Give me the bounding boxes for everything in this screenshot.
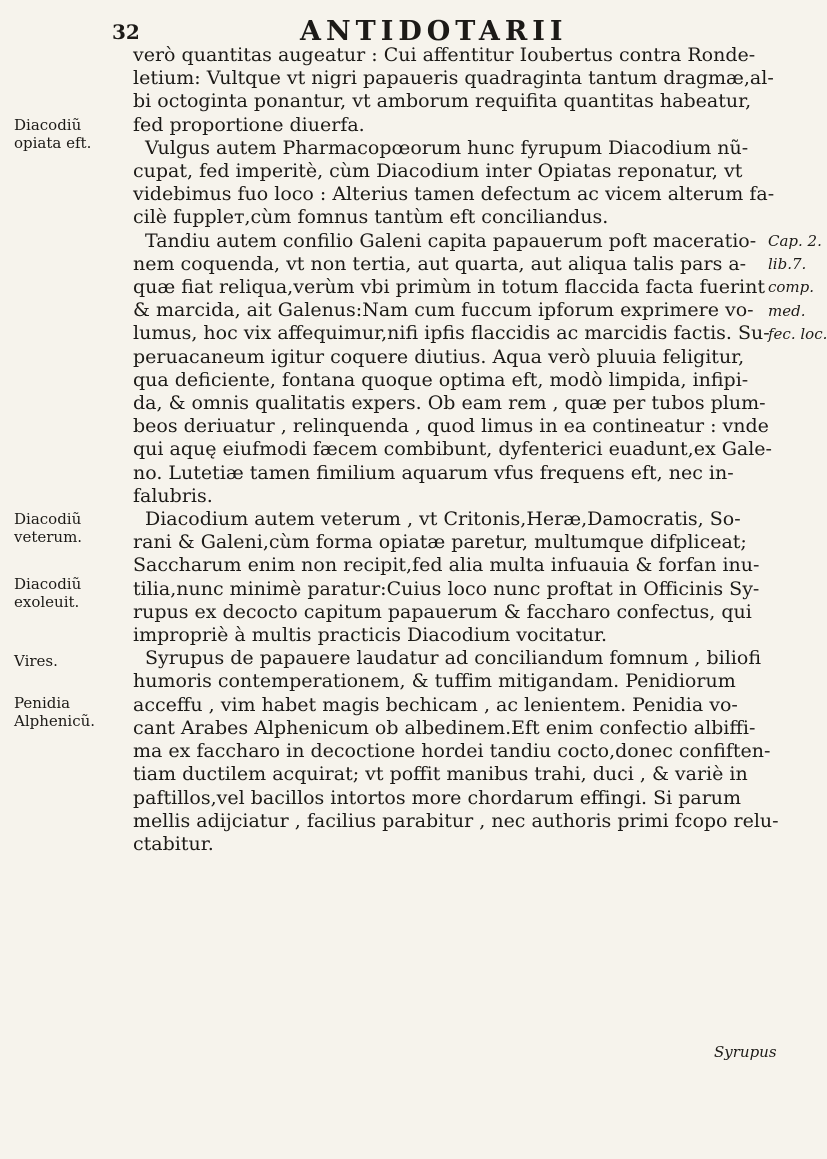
text-line: cilè fuppleт,cùm fomnus tantùm eft conciliandus. xyxy=(133,206,609,229)
text-line-content: Syrupus de papauere laudatur ad conciliandum fomnum , biliofi xyxy=(145,647,761,670)
margin-note-line: opiata eft. xyxy=(14,134,92,152)
margin-note-diacodium-exoleuit xyxy=(14,575,124,611)
text-line: humoris contemperationem, & tuffim mitigandam. Penidiorum xyxy=(133,670,736,693)
text-line xyxy=(133,647,778,670)
text-line-content: Tandiu autem confilio Galeni capita papauerum poft maceratio- xyxy=(145,229,757,252)
text-line: videbimus fuo loco : Alterius tamen defectum ac vicem alterum fa- xyxy=(133,183,775,206)
text-line: paftillos,vel bacillos intortos more chordarum effingi. Si parum xyxy=(133,786,742,809)
text-line: peruacaneum igitur coquere diutius. Aqua verò pluuia feligitur, xyxy=(133,345,745,368)
page-number: 32 xyxy=(112,20,140,44)
text-line: lumus, hoc vix affequimur,nifi ipfis flaccidis ac marcidis factis. Su- xyxy=(133,322,770,345)
text-line: beos deriuatur , relinquenda , quod limus in ea contineatur : vnde xyxy=(133,415,769,438)
text-line: qui aquę eiufmodi fæcem combibunt, dyfenterici euadunt,ex Gale- xyxy=(133,438,772,461)
text-line-content: Diacodium autem veterum , vt Critonis,Heræ,Damocratis, So- xyxy=(145,508,741,531)
text-line: quæ fiat reliqua,verùm vbi primùm in totum flaccida facta fuerint xyxy=(133,276,766,299)
margin-citation-line: fec. loc. xyxy=(768,324,827,343)
margin-note-line: Diacodiũ xyxy=(14,116,82,134)
margin-note-penidia xyxy=(14,694,124,730)
margin-note-diacodium-opiata xyxy=(14,116,124,152)
text-line: letium: Vultque vt nigri papaueris quadraginta tantum dragmæ,al- xyxy=(133,67,774,90)
catchword: Syrupus xyxy=(714,1043,777,1061)
running-head: ANTIDOTARII xyxy=(300,16,568,47)
text-line: cant Arabes Alphenicum ob albedinem.Eft enim confectio albiffi- xyxy=(133,716,756,739)
text-line: qua deficiente, fontana quoque optima eft, modò limpida, infipi- xyxy=(133,368,749,391)
margin-citation-line: med. xyxy=(768,301,806,320)
text-line: falubris. xyxy=(133,484,213,507)
margin-note-vires xyxy=(14,652,124,670)
text-line: rani & Galeni,cùm forma opiatæ paretur, multumque difpliceat; xyxy=(133,531,747,554)
text-line-content: Vulgus autem Pharmacopœorum hunc fyrupum Diacodium nũ- xyxy=(145,136,749,159)
text-line xyxy=(133,137,778,160)
text-line: tilia,nunc minimè paratur:Cuius loco nunc proftat in Officinis Sy- xyxy=(133,577,760,600)
margin-citation-line: Cap. 2. xyxy=(768,232,822,250)
body-text xyxy=(133,44,778,856)
text-line: acceffu , vim habet magis bechicam , ac lenientem. Penidia vo- xyxy=(133,693,738,716)
margin-note-diacodium-veterum xyxy=(14,510,124,546)
margin-citation-line: lib.7. xyxy=(768,255,807,274)
text-line: nem coquenda, vt non tertia, aut quarta, aut aliqua talis pars a- xyxy=(133,252,747,275)
text-line: da, & omnis qualitatis expers. Ob eam rem , quæ per tubos plum- xyxy=(133,392,766,415)
margin-note-line: Diacodiũ xyxy=(14,575,82,593)
text-line xyxy=(133,508,778,531)
text-line: bi octoginta ponantur, vt amborum requifita quantitas habeatur, xyxy=(133,90,752,113)
text-line: & marcida, ait Galenus:Nam cum fuccum ipforum exprimere vo- xyxy=(133,299,754,322)
text-line xyxy=(133,230,778,253)
page-header xyxy=(0,14,800,47)
margin-citation xyxy=(768,230,827,346)
text-line: ctabitur. xyxy=(133,832,214,855)
margin-note-line: veterum. xyxy=(14,528,83,546)
text-line: tiam ductilem acquirat; vt poffit manibus trahi, duci , & variè in xyxy=(133,763,748,786)
margin-note-line: Vires. xyxy=(14,652,58,670)
text-line: rupus ex decocto capitum papauerum & faccharo confectus, qui xyxy=(133,600,752,623)
margin-note-line: Alphenicũ. xyxy=(14,712,96,730)
text-line: ma ex faccharo in decoctione hordei tandiu cocto,donec confiften- xyxy=(133,740,771,763)
text-line: verò quantitas augeatur : Cui affentitur Ioubertus contra Ronde- xyxy=(133,44,756,66)
text-line: impropriè à multis practicis Diacodium vocitatur. xyxy=(133,624,608,647)
margin-note-line: Diacodiũ xyxy=(14,510,82,528)
margin-note-line: Penidia xyxy=(14,694,71,712)
text-line: Saccharum enim non recipit,fed alia multa infuauia & forfan inu- xyxy=(133,554,760,577)
text-line: mellis adijciatur , facilius parabitur , nec authoris primi fcopo relu- xyxy=(133,809,779,832)
text-line: cupat, fed imperitè, cùm Diacodium inter Opiatas reponatur, vt xyxy=(133,160,743,183)
text-line: fed proportione diuerfa. xyxy=(133,113,365,136)
text-line: no. Lutetiæ tamen fimilium aquarum vfus frequens eft, nec in- xyxy=(133,461,734,484)
margin-note-line: exoleuit. xyxy=(14,593,80,611)
margin-citation-line: comp. xyxy=(768,278,815,297)
